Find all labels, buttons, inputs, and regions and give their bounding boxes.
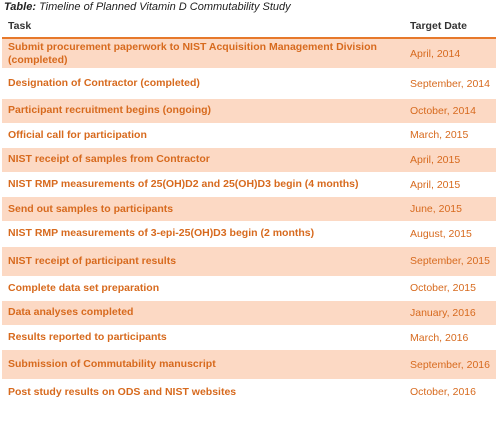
table-row [2,197,496,222]
task-cell: Participant recruitment begins (ongoing) [8,104,212,117]
task-cell: NIST receipt of samples from Contractor [8,153,210,166]
task-cell: NIST RMP measurements of 25(OH)D2 and 25(OH)D3 begin (4 months) [8,178,359,191]
task-cell: NIST RMP measurements of 3-epi-25(OH)D3 begin (2 months) [8,227,315,240]
header-target-date: Target Date [410,20,467,32]
table-row [2,277,496,302]
task-cell: Submit procurement paperwork to NIST Acquisition Management Division (completed) [8,40,377,66]
caption-title: Timeline of Planned Vitamin D Commutability Study [39,1,291,13]
timeline-table [2,15,496,439]
table-row [2,350,496,380]
table-caption [4,1,291,14]
task-cell: NIST receipt of participant results [8,254,177,267]
table-row [2,247,496,277]
table-row [2,301,496,326]
task-cell: Data analyses completed [8,306,134,319]
date-cell: September, 2016 [410,358,490,371]
date-cell: April, 2015 [410,178,461,191]
table-row [2,380,496,405]
date-cell: August, 2015 [410,227,472,240]
date-cell: October, 2015 [410,282,476,295]
task-cell: Official call for participation [8,128,147,141]
date-cell: April, 2015 [410,153,461,166]
date-cell: January, 2016 [410,306,476,319]
table-row [2,69,496,99]
table-header-row [2,15,496,39]
table-row [2,148,496,173]
date-cell: March, 2015 [410,129,469,142]
task-cell: Post study results on ODS and NIST websites [8,385,237,398]
header-task: Task [8,19,32,32]
task-cell: Results reported to participants [8,331,167,344]
table-row [2,99,496,124]
table-row [2,326,496,351]
date-cell: October, 2014 [410,104,476,117]
table-row [2,222,496,247]
task-cell: Designation of Contractor (completed) [8,77,200,89]
table-row [2,39,496,69]
date-cell: June, 2015 [410,203,462,216]
task-cell: Complete data set preparation [8,281,160,294]
date-cell: March, 2016 [410,331,469,344]
date-cell: September, 2014 [410,77,490,90]
task-cell: Send out samples to participants [8,202,174,215]
date-cell: April, 2014 [410,47,461,60]
date-cell: September, 2015 [410,255,490,268]
table-row [2,124,496,149]
caption-lead: Table: [4,1,36,13]
date-cell: October, 2016 [410,386,476,399]
table-row [2,173,496,198]
task-cell: Submission of Commutability manuscript [8,358,216,371]
